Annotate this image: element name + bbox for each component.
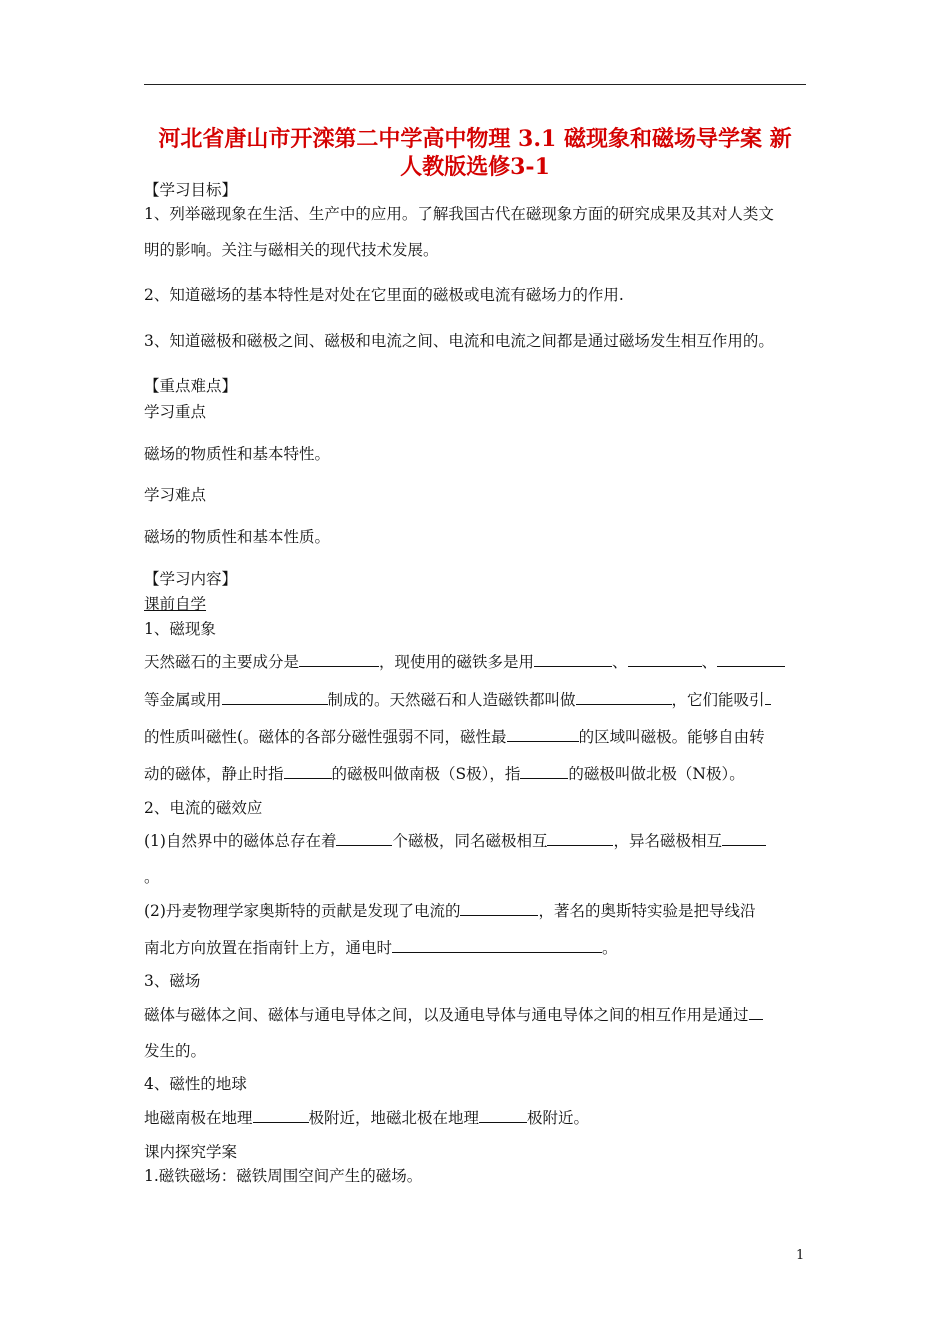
text-span: 制成的。天然磁石和人造磁铁都叫做 [327, 691, 576, 709]
blank-field [336, 831, 392, 846]
blank-field [507, 727, 579, 742]
s3-paragraph-line1 [144, 1005, 812, 1025]
header-rule [144, 84, 806, 85]
document-title-line1: 河北省唐山市开滦第二中学高中物理 3.1 磁现象和磁场导学案 新 [158, 126, 792, 152]
s1-paragraph-line3 [144, 727, 812, 747]
section-2-title: 2、电流的磁效应 [144, 799, 263, 817]
difficulty-text: 磁场的物质性和基本性质。 [144, 528, 331, 546]
blank-field [392, 938, 602, 953]
text-span: 的磁极叫做南极（S极），指 [331, 765, 521, 783]
text-span: ，著名的奥斯特实验是把导线沿 [538, 902, 756, 920]
text-span: 天然磁石的主要成分是 [144, 653, 300, 671]
text-span: 、 [612, 653, 628, 671]
blank-field [717, 652, 785, 667]
blank-field [722, 831, 766, 846]
document-title-line2: 人教版选修3-1 [400, 154, 550, 180]
in-class-label: 课内探究学案 [144, 1143, 238, 1161]
text-span: 南北方向放置在指南针上方，通电时 [144, 939, 393, 957]
text-span: 的区域叫磁极。能够自由转 [578, 728, 765, 746]
s4-paragraph [144, 1108, 812, 1128]
objective-2: 2、知道磁场的基本特性是对处在它里面的磁极或电流有磁场力的作用. [144, 286, 624, 304]
blank-field [628, 652, 702, 667]
s1-paragraph-line4 [144, 764, 812, 784]
text-span: ，异名磁极相互 [613, 832, 722, 850]
content-heading: 【学习内容】 [144, 570, 238, 588]
s3-paragraph-line2: 发生的。 [144, 1042, 207, 1060]
blank-field [576, 690, 672, 705]
difficulty-label: 学习难点 [144, 486, 207, 504]
focus-label: 学习重点 [144, 403, 207, 421]
text-span: ，现使用的磁铁多是用 [379, 653, 535, 671]
text-span: 极附近，地磁北极在地理 [308, 1109, 480, 1127]
blank-field [749, 1005, 763, 1020]
page-number: 1 [796, 1248, 805, 1263]
text-span: ，它们能吸引 [671, 691, 765, 709]
blank-field [222, 690, 328, 705]
objectives-heading: 【学习目标】 [144, 181, 238, 199]
s2-question-2-line2 [144, 938, 812, 958]
blank-field [299, 652, 379, 667]
blank-field [253, 1108, 309, 1123]
objective-1a: 1、列举磁现象在生活、生产中的应用。了解我国古代在磁现象方面的研究成果及其对人类文 [144, 205, 774, 223]
blank-field [284, 764, 332, 779]
in-class-item-1: 1.磁铁磁场：磁铁周围空间产生的磁场。 [144, 1167, 423, 1185]
pre-study-label: 课前自学 [144, 595, 207, 613]
blank-field [479, 1108, 527, 1123]
section-3-title: 3、磁场 [144, 972, 201, 990]
section-1-title: 1、磁现象 [144, 620, 216, 638]
key-points-heading: 【重点难点】 [144, 377, 238, 395]
blank-field [460, 901, 538, 916]
blank-field [547, 831, 613, 846]
text-span: (2)丹麦物理学家奥斯特的贡献是发现了电流的 [144, 902, 461, 920]
section-4-title: 4、磁性的地球 [144, 1075, 247, 1093]
focus-text: 磁场的物质性和基本特性。 [144, 445, 331, 463]
text-span: (1)自然界中的磁体总存在着 [144, 832, 337, 850]
text-span: 动的磁体，静止时指 [144, 765, 284, 783]
blank-field [534, 652, 612, 667]
text-span: 。 [602, 939, 618, 957]
text-span: 个磁极，同名磁极相互 [392, 832, 548, 850]
text-span: 极附近。 [527, 1109, 590, 1127]
text-span: 的性质叫磁性(。磁体的各部分磁性强弱不同，磁性最 [144, 728, 507, 746]
text-span: 的磁极叫做北极（N极）。 [568, 765, 745, 783]
objective-3: 3、知道磁极和磁极之间、磁极和电流之间、电流和电流之间都是通过磁场发生相互作用的。 [144, 332, 774, 350]
objective-1b: 明的影响。关注与磁相关的现代技术发展。 [144, 241, 439, 259]
text-span: 磁体与磁体之间、磁体与通电导体之间，以及通电导体与通电导体之间的相互作用是通过 [144, 1006, 749, 1024]
s2-question-1 [144, 831, 812, 851]
s2-question-1-end: 。 [144, 868, 160, 886]
text-span: 、 [701, 653, 718, 671]
blank-field [765, 690, 771, 705]
blank-field [520, 764, 568, 779]
text-span: 等金属或用 [144, 691, 222, 709]
s2-question-2-line1 [144, 901, 812, 921]
s1-paragraph-line1 [144, 652, 812, 672]
s1-paragraph-line2 [144, 690, 812, 710]
text-span: 地磁南极在地理 [144, 1109, 253, 1127]
